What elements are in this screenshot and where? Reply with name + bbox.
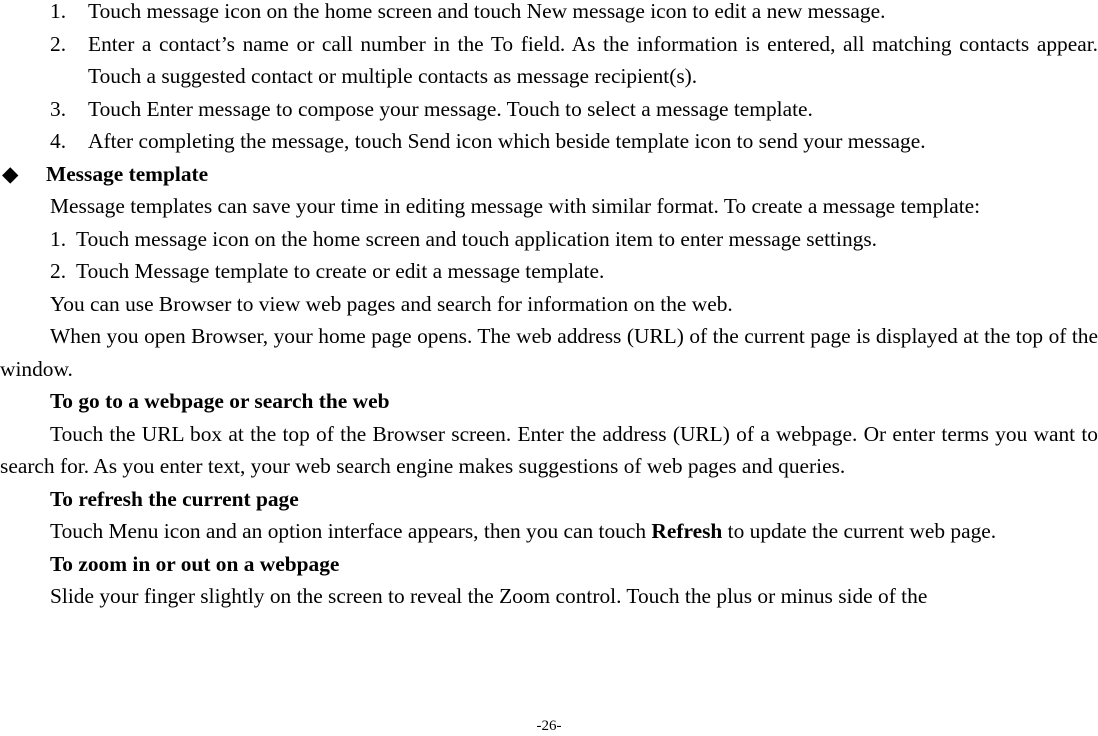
refresh-paragraph — [0, 515, 1098, 548]
browser-open-paragraph: When you open Browser, your home page opens. The web address (URL) of the current page is displayed at the top of the window. — [0, 324, 1098, 381]
list-text: Touch Message template to create or edit a message template. — [76, 259, 605, 283]
list-number: 3. — [50, 96, 67, 121]
list-item — [0, 223, 1098, 256]
template-intro-paragraph: Message templates can save your time in editing message with similar format. To create a message template: — [50, 194, 981, 218]
goto-heading: To go to a webpage or search the web — [50, 389, 390, 413]
list-text: Enter a contact’s name or call number in the To field. As the information is entered, all matching contacts appear. Touch a suggested contact or multiple contacts as message recipient(s). — [88, 31, 1098, 88]
refresh-text-pre: Touch Menu icon and an option interface appears, then you can touch — [50, 519, 652, 543]
list-number: 2. — [50, 259, 67, 283]
page-number: -26- — [536, 718, 562, 734]
refresh-heading: To refresh the current page — [50, 486, 299, 511]
list-number: 1. — [50, 226, 67, 251]
section-title: Message template — [46, 161, 209, 186]
refresh-text-post: to update the current web page. — [722, 519, 997, 543]
list-text: Touch message icon on the home screen and touch application item to enter message settings. — [76, 226, 878, 251]
list-item — [0, 28, 1098, 93]
diamond-bullet-icon: ◆ — [2, 161, 19, 186]
list-item — [0, 125, 1098, 158]
zoom-heading: To zoom in or out on a webpage — [50, 551, 340, 576]
list-item — [0, 93, 1098, 126]
zoom-paragraph: Slide your finger slightly on the screen to reveal the Zoom control. Touch the plus or minus side of the — [50, 584, 928, 608]
list-number: 2. — [50, 31, 67, 56]
list-item — [0, 0, 1098, 28]
refresh-keyword: Refresh — [651, 519, 723, 543]
list-number: 4. — [50, 129, 67, 153]
list-text: After completing the message, touch Send icon which beside template icon to send your message. — [88, 129, 926, 153]
browser-intro-paragraph: You can use Browser to view web pages and search for information on the web. — [50, 291, 733, 316]
goto-paragraph: Touch the URL box at the top of the Browser screen. Enter the address (URL) of a webpage. Or enter terms you want to search for. As you enter text, your web search engine makes suggestions of web pages and queries. — [0, 421, 1098, 478]
list-number: 1. — [50, 0, 67, 23]
list-text: Touch Enter message to compose your message. Touch to select a message template. — [88, 96, 813, 121]
list-item — [0, 255, 1098, 288]
section-heading — [0, 158, 1098, 191]
list-text: Touch message icon on the home screen and touch New message icon to edit a new message. — [88, 0, 886, 23]
